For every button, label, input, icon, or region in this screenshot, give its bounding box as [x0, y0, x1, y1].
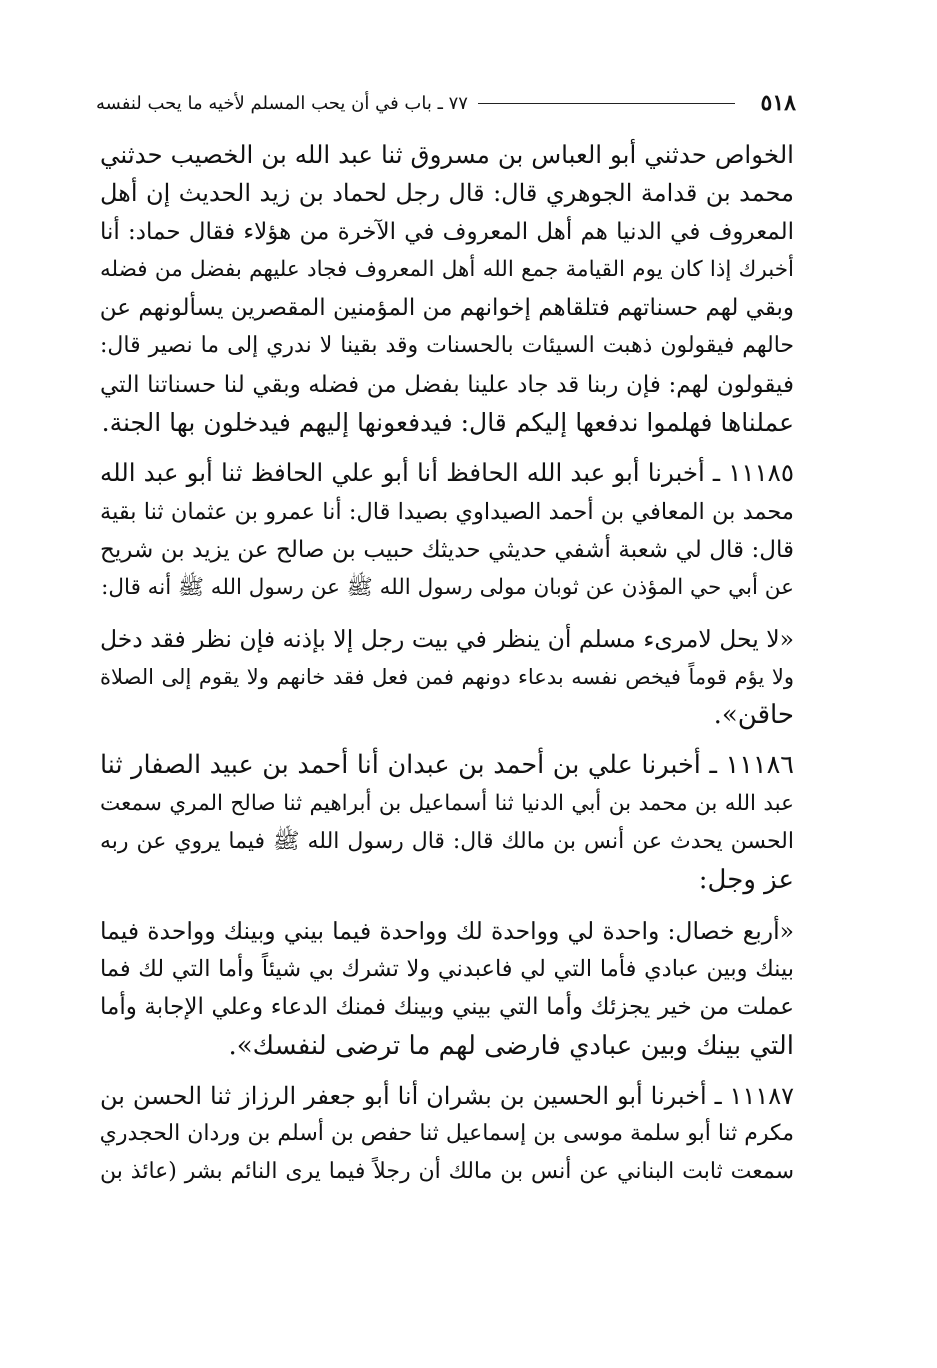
text-line: حاقن».: [713, 700, 794, 731]
text-line: حالهم فيقولون ذهبت السيئات بالحسنات وقد بقينا لا ندري إلى ما نصير قال:: [100, 333, 794, 359]
text-line: عملناها فهلموا ندفعها إليكم قال: فيدفعونها إليهم فيدخلون بها الجنة.: [101, 408, 794, 438]
paragraph-continuation: [100, 136, 794, 442]
text-line: عن أبي حي المؤذن عن ثوبان مولى رسول الله ﷺ عن رسول الله ﷺ أنه قال:: [101, 575, 794, 601]
text-line: محمد بن قدامة الجوهري قال: قال رجل لحماد بن زيد الحديث إن أهل: [100, 179, 794, 208]
hadith-11186-isnad: [100, 746, 794, 899]
text-line: أخبرك إذا كان يوم القيامة جمع الله أهل المعروف فجاد عليهم بفضل من فضله: [100, 256, 794, 282]
text-line: عبد الله بن محمد بن أبي الدنيا ثنا أسماعيل بن أبراهيم ثنا صالح المري سمعت: [100, 790, 794, 816]
hadith-11187-isnad: [100, 1077, 794, 1192]
text-line: المعروف في الدنيا هم أهل المعروف في الآخرة من هؤلاء فقال حماد: أنا: [100, 218, 794, 245]
chapter-title: ٧٧ ـ باب في أن يحب المسلم لأخيه ما يحب لنفسه: [96, 92, 468, 114]
hadith-11185-matn: [100, 620, 794, 735]
text-line: سمعت ثابت البناني عن أنس بن مالك أن رجلاً فيما يرى النائم بشر (عائذ بن: [100, 1159, 794, 1185]
text-line: ١١١٨٥ ـ أخبرنا أبو عبد الله الحافظ أنا أبو علي الحافظ ثنا أبو عبد الله: [100, 458, 794, 488]
text-line: «أربع خصال: واحدة لي وواحدة لك وواحدة فيما بيني وبينك وواحدة فيما: [100, 916, 794, 945]
text-line: مكرم ثنا أبو سلمة موسى بن إسماعيل ثنا حفص بن أسلم بن وردان الحجدري: [100, 1121, 794, 1147]
page-number: ٥١٨: [760, 90, 796, 116]
text-line: عز وجل:: [698, 865, 794, 896]
hadith-11185-isnad: [100, 454, 794, 607]
text-line: ولا يؤم قوماً فيخص نفسه بدعاء دونهم فمن فعل فقد خانهم ولا يقوم إلى الصلاة: [100, 664, 794, 689]
text-line: التي بينك وبين عبادي فارضى لهم ما ترضى لنفسك».: [228, 1030, 794, 1061]
text-line: محمد بن المعافي بن أحمد الصيداوي بصيدا قال: أنا عمرو بن عثمان ثنا بقية: [100, 498, 794, 525]
text-line: الخواص حدثني أبو العباس بن مسروق ثنا عبد الله بن الخصيب حدثني: [100, 140, 794, 169]
text-line: قال: قال لي شعبة أشفي حديثي حديثك حبيب بن صالح عن يزيد بن شريح: [100, 536, 794, 563]
text-line: ١١١٨٧ ـ أخبرنا أبو الحسين بن بشران أنا أبو جعفر الرزاز ثنا الحسن بن: [100, 1081, 794, 1110]
text-line: وبقي لهم حسناتهم فتلقاهم إخوانهم من المؤمنين المقصرين يسألونهم عن: [100, 295, 794, 322]
text-line: عملت من خير يجزئك وأما التي بيني وبينك فمنك الدعاء وعلي الإجابة وأما: [100, 994, 794, 1021]
text-line: الحسن يحدث عن أنس بن مالك قال: قال رسول الله ﷺ فيما يروي عن ربه: [100, 829, 794, 855]
text-line: «لا يحل لامرىء مسلم أن ينظر في بيت رجل إلا بإذنه فإن نظر فقد دخل: [100, 624, 794, 653]
text-line: بينك وبين عبادي فأما التي لي فاعبدني ولا تشرك بي شيئاً وأما التي لك فما: [100, 955, 794, 982]
hadith-11186-matn: [100, 912, 794, 1065]
text-line: فيقولون لهم: فإن ربنا قد جاد علينا بفضل من فضله وبقي لنا حسناتنا التي: [100, 371, 794, 398]
running-header: [96, 86, 796, 120]
body-text: [100, 136, 794, 1192]
text-line: ١١١٨٦ ـ أخبرنا علي بن أحمد بن عبدان أنا أحمد بن عبيد الصفار ثنا: [100, 750, 794, 781]
header-rule: [478, 103, 735, 104]
